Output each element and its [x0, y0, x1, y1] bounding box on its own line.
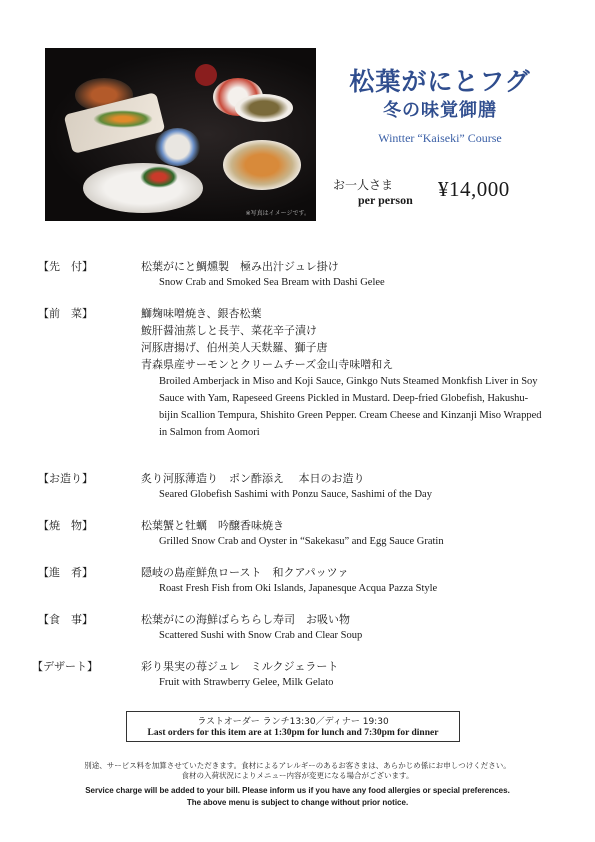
course-en: Roast Fresh Fish from Oki Islands, Japanesque Acqua Pazza Style	[159, 583, 438, 594]
course-ja-line: 彩り果実の苺ジュレ ミルクジェラート	[141, 660, 339, 673]
course-label: 【前 菜】	[38, 307, 93, 320]
note-ja-service: 別途、サービス料を加算させていただきます。食材によるアレルギーのあるお客さまは、あらかじめ係にお申しつけください。	[84, 761, 511, 770]
course-label: 【お造り】	[38, 472, 93, 485]
course-ja-line: 隠岐の島産鮮魚ロースト 和クアパッツァ	[141, 566, 349, 579]
course-en: Broiled Amberjack in Miso and Koji Sauce, Ginkgo Nuts Steamed Monkfish Liver in Soy Sauce with Yam, Rapeseed Greens Pickled in Mustard. Deep-fried Globefish, Hakushu-bijin Scallion Tempura, Shishito Green Pepper. Cream Cheese and Kinzanji Miso Wrapped in Salmon from Aomori	[159, 376, 542, 438]
course-label: 【食 事】	[38, 613, 93, 626]
menu-photo	[45, 48, 316, 221]
course-label: 【先 付】	[38, 260, 93, 273]
last-order-box	[126, 711, 460, 742]
course-ja-line: 青森県産サーモンとクリームチーズ金山寺味噌和え	[141, 358, 394, 371]
course-title-english: Wintter “Kaiseki” Course	[378, 131, 502, 145]
course-en: Seared Globefish Sashimi with Ponzu Sauce, Sashimi of the Day	[159, 489, 432, 500]
course-ja-line: 鰤麹味噌焼き、銀杏松葉	[141, 307, 262, 320]
course-ja-line: 松葉がにの海鮮ばらちらし寿司 お吸い物	[141, 613, 350, 626]
course-en: Grilled Snow Crab and Oyster in “Sakekasu” and Egg Sauce Gratin	[159, 536, 444, 547]
per-person-en: per person	[358, 193, 413, 207]
course-label: 【焼 物】	[38, 519, 93, 532]
per-person-ja: お一人さま	[333, 178, 394, 192]
price: ¥14,000	[438, 177, 510, 201]
note-ja-change: 食材の入荷状況によりメニュー内容が変更になる場合がございます。	[181, 771, 414, 780]
course-en: Snow Crab and Smoked Sea Bream with Dashi Gelee	[159, 277, 385, 288]
course-ja-line: 炙り河豚薄造り ポン酢添え 本日のお造り	[141, 472, 365, 485]
note-en-service: Service charge will be added to your bill. Please inform us if you have any food allergies or special preferences.	[85, 786, 510, 795]
course-en: Scattered Sushi with Snow Crab and Clear Soup	[159, 630, 363, 641]
course-en: Fruit with Strawberry Gelee, Milk Gelato	[159, 677, 334, 688]
last-order-en: Last orders for this item are at 1:30pm for lunch and 7:30pm for dinner	[147, 728, 439, 738]
course-label: 【デザート】	[32, 660, 98, 673]
last-order-ja: ラストオーダー ランチ13:30／ディナー 19:30	[197, 717, 389, 727]
photo-caption: ※写真はイメージです。	[245, 210, 310, 217]
note-en-change: The above menu is subject to change without prior notice.	[186, 798, 409, 807]
course-title: 松葉がにとフグ	[349, 67, 531, 96]
course-ja-line: 鮟肝醤油蒸しと長芋、菜花辛子漬け	[141, 324, 317, 337]
course-ja-line: 松葉蟹と牡蠣 吟醸香味焼き	[141, 519, 284, 532]
course-subtitle: 冬の味覚御膳	[383, 100, 497, 121]
course-ja-line: 河豚唐揚げ、伯州美人天麩羅、獅子唐	[141, 341, 328, 354]
course-label: 【進 肴】	[38, 566, 93, 579]
course-ja-line: 松葉がにと鯛燻製 極み出汁ジュレ掛け	[141, 260, 339, 273]
